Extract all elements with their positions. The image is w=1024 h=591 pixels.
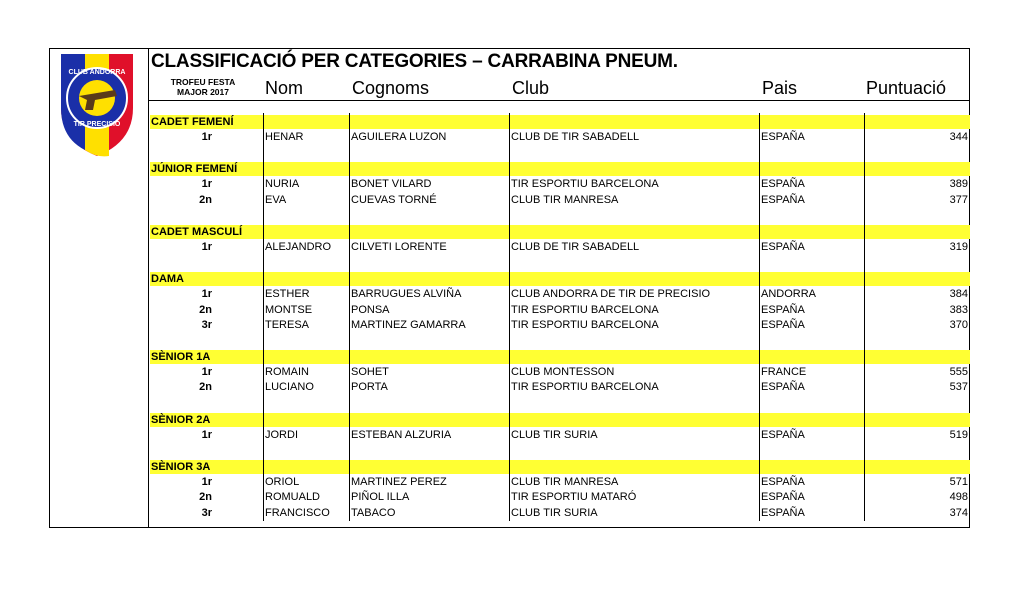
nom-cell: HENAR — [265, 131, 304, 143]
pais-cell: ANDORRA — [761, 288, 817, 301]
rank-cell: 2n — [199, 303, 212, 316]
puntuacio-cell: 370 — [949, 318, 968, 331]
table-row — [150, 490, 970, 505]
table-row — [150, 475, 970, 490]
rank-cell: 2n — [199, 381, 212, 394]
club-cell: CLUB TIR SURIA — [511, 428, 598, 441]
header-rule — [149, 100, 970, 101]
category-band — [150, 225, 970, 239]
rank-cell: 1r — [201, 288, 212, 301]
puntuacio-cell: 377 — [949, 193, 968, 206]
logo-text-top: CLUB ANDORRA — [68, 69, 126, 76]
column-header-cognoms: Cognoms — [352, 78, 430, 98]
pais-cell: FRANCE — [761, 366, 807, 379]
nom-cell: TERESA — [265, 318, 310, 331]
table-row — [150, 193, 970, 208]
column-header-puntuacio: Puntuació — [866, 78, 947, 98]
pais-cell: ESPAÑA — [761, 318, 805, 331]
category-label: DAMA — [151, 273, 184, 286]
nom-cell: EVA — [265, 193, 287, 206]
nom-cell: FRANCISCO — [265, 506, 330, 519]
nom-cell: NURIA — [265, 178, 300, 191]
event-subtitle-line1: TROFEU FESTA — [170, 77, 236, 87]
pais-cell: ESPAÑA — [761, 428, 805, 441]
nom-cell: ORIOL — [265, 476, 300, 488]
club-cell: TIR ESPORTIU BARCELONA — [511, 303, 659, 316]
event-subtitle-line2: MAJOR 2017 — [177, 87, 229, 97]
puntuacio-cell: 389 — [949, 178, 968, 191]
table-row — [150, 365, 970, 380]
puntuacio-cell: 374 — [949, 506, 968, 519]
pais-cell: ESPAÑA — [761, 240, 805, 253]
puntuacio-cell: 319 — [949, 240, 968, 253]
club-cell: TIR ESPORTIU BARCELONA — [511, 381, 659, 394]
nom-cell: ALEJANDRO — [265, 240, 332, 253]
cognoms-cell: SOHET — [351, 366, 389, 379]
nom-cell: JORDI — [265, 428, 298, 441]
rank-cell: 1r — [201, 240, 212, 253]
puntuacio-cell: 384 — [949, 288, 968, 301]
club-cell: TIR ESPORTIU MATARÓ — [511, 491, 637, 504]
nom-cell: ROMAIN — [265, 366, 309, 379]
rank-cell: 2n — [199, 193, 212, 206]
cognoms-cell: BARRUGUES ALVIÑA — [351, 288, 462, 301]
pais-cell: ESPAÑA — [761, 381, 805, 394]
column-header-nom: Nom — [265, 78, 304, 98]
club-cell: TIR ESPORTIU BARCELONA — [511, 318, 659, 331]
puntuacio-cell: 383 — [949, 303, 968, 316]
rank-cell: 1r — [201, 131, 212, 143]
cognoms-cell: AGUILERA LUZON — [351, 131, 447, 143]
column-divider — [263, 113, 264, 521]
cognoms-cell: PORTA — [351, 381, 388, 394]
cognoms-cell: MARTINEZ GAMARRA — [351, 318, 466, 331]
cognoms-cell: BONET VILARD — [351, 178, 432, 191]
column-divider — [759, 113, 760, 521]
page-title: CLASSIFICACIÓ PER CATEGORIES – CARRABINA PNEUM. — [151, 51, 678, 72]
pais-cell: ESPAÑA — [761, 131, 805, 143]
club-cell: CLUB TIR SURIA — [511, 506, 598, 519]
category-label: SÈNIOR 1A — [151, 351, 211, 364]
cognoms-cell: CUEVAS TORNÉ — [351, 193, 437, 206]
cognoms-cell: PONSA — [351, 303, 390, 316]
puntuacio-cell: 537 — [949, 381, 968, 394]
category-label: JÚNIOR FEMENÍ — [151, 163, 238, 176]
rank-cell: 1r — [201, 366, 212, 379]
cognoms-cell: CILVETI LORENTE — [351, 240, 447, 253]
table-row — [150, 303, 970, 318]
column-header-club: Club — [512, 78, 550, 98]
table-row — [150, 380, 970, 395]
category-band — [150, 115, 970, 129]
pais-cell: ESPAÑA — [761, 303, 805, 316]
column-divider — [864, 113, 865, 521]
rank-cell: 3r — [201, 506, 212, 519]
rank-cell: 1r — [201, 476, 212, 488]
puntuacio-cell: 571 — [949, 476, 968, 488]
nom-cell: ESTHER — [265, 288, 310, 301]
category-band — [150, 460, 970, 474]
nom-cell: ROMUALD — [265, 491, 321, 504]
club-cell: CLUB DE TIR SABADELL — [511, 240, 640, 253]
category-band — [150, 413, 970, 427]
club-cell: CLUB DE TIR SABADELL — [511, 131, 640, 143]
cognoms-cell: TABACO — [351, 506, 396, 519]
club-cell: TIR ESPORTIU BARCELONA — [511, 178, 659, 191]
table-row — [150, 287, 970, 302]
cognoms-cell: MARTINEZ PEREZ — [351, 476, 447, 488]
pais-cell: ESPAÑA — [761, 193, 805, 206]
club-cell: CLUB TIR MANRESA — [511, 476, 619, 488]
rank-cell: 1r — [201, 428, 212, 441]
cognoms-cell: ESTEBAN ALZURIA — [351, 428, 452, 441]
table-row — [150, 130, 970, 145]
rank-cell: 3r — [201, 318, 212, 331]
category-label: CADET MASCULÍ — [151, 225, 243, 238]
rank-cell: 1r — [201, 178, 212, 191]
table-row — [150, 177, 970, 192]
column-divider — [509, 113, 510, 521]
table-row — [150, 428, 970, 443]
category-band — [150, 350, 970, 364]
club-logo — [55, 50, 139, 158]
category-label: SÈNIOR 2A — [151, 413, 211, 426]
table-row — [150, 506, 970, 521]
pais-cell: ESPAÑA — [761, 491, 805, 504]
logo-text-bottom: TIR PRECISIO — [73, 121, 121, 128]
pais-cell: ESPAÑA — [761, 178, 805, 191]
category-label: CADET FEMENÍ — [151, 116, 234, 128]
table-row — [150, 318, 970, 333]
category-label: SÈNIOR 3A — [151, 461, 211, 473]
puntuacio-cell: 344 — [949, 131, 968, 143]
nom-cell: MONTSE — [265, 303, 313, 316]
cognoms-cell: PIÑOL ILLA — [351, 491, 410, 504]
pais-cell: ESPAÑA — [761, 476, 805, 488]
event-subtitle — [151, 77, 255, 97]
category-band — [150, 162, 970, 176]
puntuacio-cell: 519 — [949, 428, 968, 441]
nom-cell: LUCIANO — [265, 381, 314, 394]
club-cell: CLUB MONTESSON — [511, 366, 615, 379]
category-band — [150, 272, 970, 286]
puntuacio-cell: 555 — [949, 366, 968, 379]
club-cell: CLUB ANDORRA DE TIR DE PRECISIO — [511, 288, 711, 301]
table-row — [150, 240, 970, 255]
puntuacio-cell: 498 — [949, 491, 968, 504]
pais-cell: ESPAÑA — [761, 506, 805, 519]
column-divider — [349, 113, 350, 521]
column-header-pais: Pais — [762, 78, 798, 98]
rank-cell: 2n — [199, 491, 212, 504]
club-cell: CLUB TIR MANRESA — [511, 193, 619, 206]
